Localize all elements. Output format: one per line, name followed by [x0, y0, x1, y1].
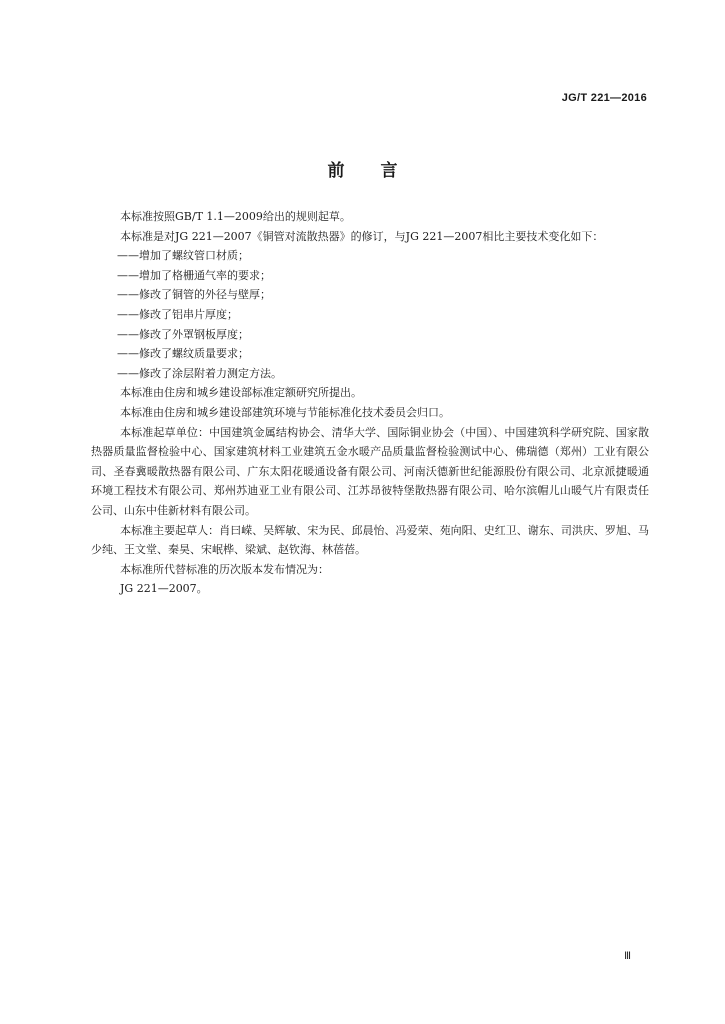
change-item: ——修改了外罩钢板厚度；: [117, 327, 249, 341]
previous-edition-item: JG 221—2007。: [120, 582, 208, 596]
paragraph-drafters: 本标准主要起草人：肖曰嵘、吴辉敏、宋为民、邱晨怡、冯爱荣、苑向阳、史红卫、谢东、司洪庆、罗旭、马少纯、王文堂、秦昊、宋岷桦、梁斌、赵钦海、林蓓蓓。: [91, 523, 649, 557]
change-item: ——修改了涂层附着力测定方法。: [117, 366, 282, 380]
paragraph-revision-intro: 本标准是对JG 221—2007《铜管对流散热器》的修订，与JG 221—2007相比主要技术变化如下：: [120, 229, 604, 243]
standard-code: JG/T 221—2016: [561, 92, 647, 104]
paragraph-previous-editions: 本标准所代替标准的历次版本发布情况为：: [120, 562, 329, 576]
change-item: ——修改了铝串片厚度；: [117, 307, 238, 321]
change-item: ——增加了螺纹管口材质；: [117, 249, 249, 263]
change-item: ——修改了螺纹质量要求；: [117, 347, 249, 361]
change-item: ——增加了格栅通气率的要求；: [117, 268, 271, 282]
change-item: ——修改了铜管的外径与壁厚；: [117, 288, 271, 302]
preface-body: [91, 207, 649, 599]
paragraph-technical-committee: 本标准由住房和城乡建设部建筑环境与节能标准化技术委员会归口。: [120, 405, 450, 419]
section-title: 前言: [327, 161, 434, 181]
paragraph-proposer: 本标准由住房和城乡建设部标准定额研究所提出。: [120, 386, 362, 400]
page-number: Ⅲ: [624, 951, 631, 962]
paragraph-drafting-units: 本标准起草单位：中国建筑金属结构协会、清华大学、国际铜业协会（中国）、中国建筑科学研究院、国家散热器质量监督检验中心、国家建筑材料工业建筑五金水暖产品质量监督检验测试中心、佛瑞德（郑州）工业有限公司、圣春冀暖散热器有限公司、广东太阳花暖通设备有限公司、河南沃德新世纪能源股份有限公司、北京派捷暖通环境工程技术有限公司、郑州苏迪亚工业有限公司、江苏昂彼特堡散热器有限公司、哈尔滨帽儿山暖气片有限责任公司、山东中佳新材料有限公司。: [91, 425, 649, 517]
paragraph-drafting-rules: 本标准按照GB/T 1.1—2009给出的规则起草。: [120, 210, 351, 223]
